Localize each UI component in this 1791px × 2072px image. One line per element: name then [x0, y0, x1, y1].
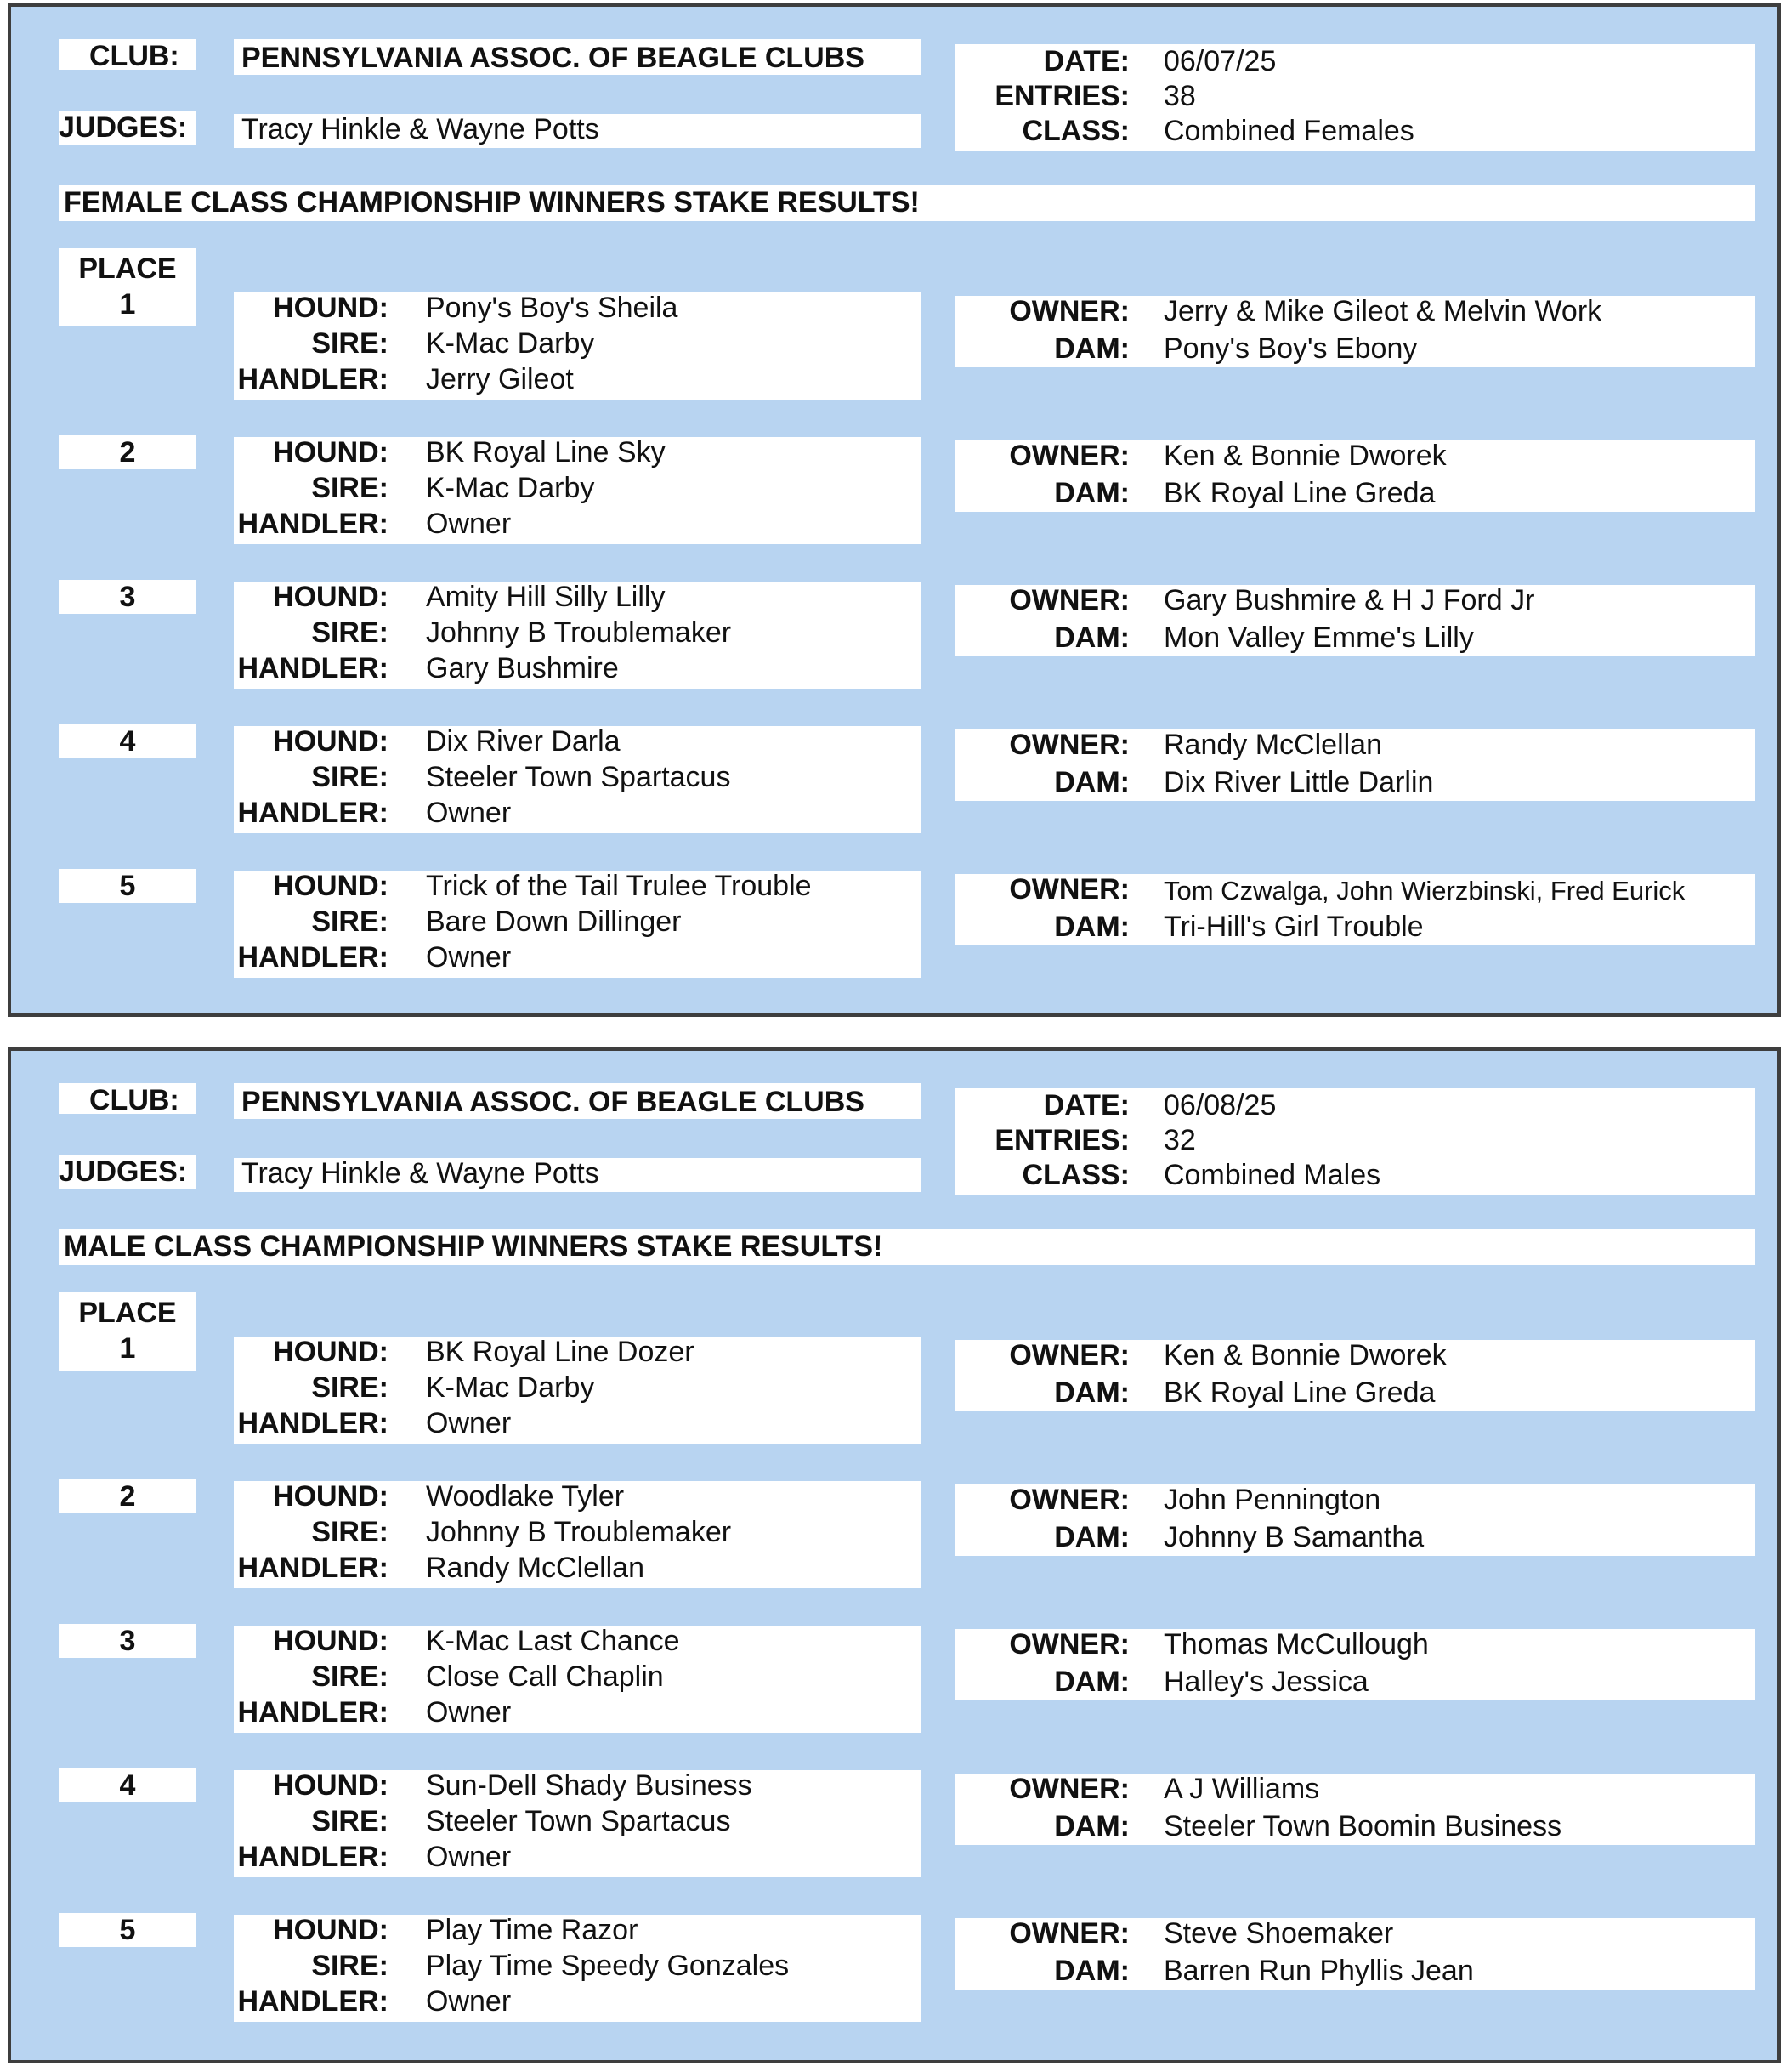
sire-label: SIRE:	[311, 1371, 388, 1404]
handler-label: HANDLER:	[237, 508, 388, 540]
place-number: 4	[119, 725, 136, 758]
handler-value: Randy McClellan	[426, 1552, 644, 1584]
sire-value: Johnny B Troublemaker	[426, 1516, 732, 1548]
sire-label: SIRE:	[311, 761, 388, 793]
handler-value: Owner	[426, 1407, 512, 1439]
dam-label: DAM:	[1054, 1810, 1130, 1842]
class-label: CLASS:	[1022, 1159, 1130, 1191]
dam-value: Mon Valley Emme's Lilly	[1164, 622, 1474, 654]
dam-value: Tri-Hill's Girl Trouble	[1164, 911, 1424, 943]
handler-value: Owner	[426, 941, 512, 974]
sire-label: SIRE:	[311, 472, 388, 504]
place-number: 4	[119, 1769, 136, 1802]
dam-value: Barren Run Phyllis Jean	[1164, 1955, 1474, 1987]
owner-value: Ken & Bonnie Dworek	[1164, 1339, 1447, 1371]
owner-value: Steve Shoemaker	[1164, 1917, 1394, 1950]
hound-label: HOUND:	[273, 1769, 388, 1802]
dam-value: Dix River Little Darlin	[1164, 766, 1434, 798]
hound-label: HOUND:	[273, 1625, 388, 1657]
sire-label: SIRE:	[311, 1660, 388, 1693]
owner-label: OWNER:	[1009, 1628, 1130, 1660]
judges-label: JUDGES:	[59, 1155, 188, 1188]
hound-value: Pony's Boy's Sheila	[426, 292, 678, 324]
place-number: 1	[119, 1332, 136, 1365]
sire-value: K-Mac Darby	[426, 327, 595, 360]
sire-value: K-Mac Darby	[426, 1371, 595, 1404]
hound-value: BK Royal Line Sky	[426, 436, 666, 468]
hound-label: HOUND:	[273, 436, 388, 468]
handler-value: Owner	[426, 1696, 512, 1729]
sire-value: Close Call Chaplin	[426, 1660, 664, 1693]
entries-label: ENTRIES:	[995, 80, 1130, 112]
dam-value: Steeler Town Boomin Business	[1164, 1810, 1562, 1842]
entries-label: ENTRIES:	[995, 1124, 1130, 1156]
handler-value: Owner	[426, 1985, 512, 2018]
class-value: Combined Males	[1164, 1159, 1381, 1191]
handler-value: Owner	[426, 797, 512, 829]
handler-label: HANDLER:	[237, 363, 388, 395]
dam-label: DAM:	[1054, 1666, 1130, 1698]
hound-value: K-Mac Last Chance	[426, 1625, 680, 1657]
class-value: Combined Females	[1164, 115, 1414, 147]
judges-value: Tracy Hinkle & Wayne Potts	[241, 1157, 599, 1189]
handler-value: Owner	[426, 1841, 512, 1873]
owner-value: Thomas McCullough	[1164, 1628, 1429, 1660]
hound-value: BK Royal Line Dozer	[426, 1336, 694, 1368]
dam-label: DAM:	[1054, 332, 1130, 365]
handler-label: HANDLER:	[237, 941, 388, 974]
sire-value: K-Mac Darby	[426, 472, 595, 504]
judges-value: Tracy Hinkle & Wayne Potts	[241, 113, 599, 145]
sire-label: SIRE:	[311, 327, 388, 360]
place-label: PLACE	[78, 1297, 177, 1329]
sire-label: SIRE:	[311, 1950, 388, 1982]
dam-value: BK Royal Line Greda	[1164, 477, 1436, 509]
owner-value: Gary Bushmire & H J Ford Jr	[1164, 584, 1535, 616]
owner-value: Jerry & Mike Gileot & Melvin Work	[1164, 295, 1602, 327]
hound-value: Trick of the Tail Trulee Trouble	[426, 870, 812, 902]
hound-label: HOUND:	[273, 1480, 388, 1513]
sire-value: Steeler Town Spartacus	[426, 1805, 731, 1837]
hound-value: Sun-Dell Shady Business	[426, 1769, 752, 1802]
handler-label: HANDLER:	[237, 1696, 388, 1729]
results-panel-males	[8, 1047, 1781, 2063]
handler-label: HANDLER:	[237, 1985, 388, 2018]
dam-label: DAM:	[1054, 622, 1130, 654]
date-label: DATE:	[1043, 45, 1130, 77]
owner-label: OWNER:	[1009, 729, 1130, 761]
owner-value: A J Williams	[1164, 1773, 1320, 1805]
dam-label: DAM:	[1054, 1955, 1130, 1987]
owner-label: OWNER:	[1009, 584, 1130, 616]
sire-value: Steeler Town Spartacus	[426, 761, 731, 793]
dam-label: DAM:	[1054, 766, 1130, 798]
place-number: 3	[119, 581, 136, 613]
owner-value: John Pennington	[1164, 1484, 1381, 1516]
entries-value: 38	[1164, 80, 1196, 112]
results-panel-females	[8, 3, 1781, 1017]
hound-value: Play Time Razor	[426, 1914, 638, 1946]
dam-label: DAM:	[1054, 477, 1130, 509]
owner-value: Randy McClellan	[1164, 729, 1382, 761]
date-value: 06/07/25	[1164, 45, 1277, 77]
class-label: CLASS:	[1022, 115, 1130, 147]
owner-label: OWNER:	[1009, 1339, 1130, 1371]
owner-label: OWNER:	[1009, 873, 1130, 905]
handler-value: Jerry Gileot	[426, 363, 574, 395]
place-number: 5	[119, 1914, 136, 1946]
hound-label: HOUND:	[273, 725, 388, 758]
place-number: 2	[119, 436, 136, 468]
place-number: 2	[119, 1480, 136, 1513]
judges-label: JUDGES:	[59, 111, 188, 144]
club-value: PENNSYLVANIA ASSOC. OF BEAGLE CLUBS	[241, 1086, 864, 1118]
dam-label: DAM:	[1054, 911, 1130, 943]
club-value: PENNSYLVANIA ASSOC. OF BEAGLE CLUBS	[241, 42, 864, 74]
hound-label: HOUND:	[273, 1914, 388, 1946]
dam-label: DAM:	[1054, 1377, 1130, 1409]
place-label: PLACE	[78, 253, 177, 285]
sire-value: Play Time Speedy Gonzales	[426, 1950, 790, 1982]
dam-label: DAM:	[1054, 1521, 1130, 1553]
sire-value: Johnny B Troublemaker	[426, 616, 732, 649]
owner-label: OWNER:	[1009, 1773, 1130, 1805]
owner-label: OWNER:	[1009, 1917, 1130, 1950]
stake-banner: FEMALE CLASS CHAMPIONSHIP WINNERS STAKE RESULTS!	[64, 186, 920, 219]
stake-banner: MALE CLASS CHAMPIONSHIP WINNERS STAKE RESULTS!	[64, 1230, 883, 1263]
hound-label: HOUND:	[273, 581, 388, 613]
handler-value: Owner	[426, 508, 512, 540]
date-value: 06/08/25	[1164, 1089, 1277, 1121]
date-label: DATE:	[1043, 1089, 1130, 1121]
hound-value: Amity Hill Silly Lilly	[426, 581, 666, 613]
place-number: 3	[119, 1625, 136, 1657]
handler-value: Gary Bushmire	[426, 652, 619, 684]
hound-label: HOUND:	[273, 292, 388, 324]
hound-value: Woodlake Tyler	[426, 1480, 625, 1513]
handler-label: HANDLER:	[237, 652, 388, 684]
sire-label: SIRE:	[311, 616, 388, 649]
club-label: CLUB:	[89, 1084, 179, 1116]
handler-label: HANDLER:	[237, 1841, 388, 1873]
hound-label: HOUND:	[273, 1336, 388, 1368]
hound-label: HOUND:	[273, 870, 388, 902]
owner-label: OWNER:	[1009, 295, 1130, 327]
dam-value: Pony's Boy's Ebony	[1164, 332, 1418, 365]
club-label: CLUB:	[89, 40, 179, 72]
owner-label: OWNER:	[1009, 440, 1130, 472]
dam-value: BK Royal Line Greda	[1164, 1377, 1436, 1409]
owner-value: Ken & Bonnie Dworek	[1164, 440, 1447, 472]
handler-label: HANDLER:	[237, 1552, 388, 1584]
hound-value: Dix River Darla	[426, 725, 621, 758]
place-number: 1	[119, 288, 136, 321]
handler-label: HANDLER:	[237, 797, 388, 829]
sire-label: SIRE:	[311, 1805, 388, 1837]
sire-label: SIRE:	[311, 905, 388, 938]
handler-label: HANDLER:	[237, 1407, 388, 1439]
owner-label: OWNER:	[1009, 1484, 1130, 1516]
owner-value: Tom Czwalga, John Wierzbinski, Fred Eurick	[1164, 876, 1686, 905]
dam-value: Halley's Jessica	[1164, 1666, 1369, 1698]
entries-value: 32	[1164, 1124, 1196, 1156]
sire-label: SIRE:	[311, 1516, 388, 1548]
dam-value: Johnny B Samantha	[1164, 1521, 1425, 1553]
place-number: 5	[119, 870, 136, 902]
sire-value: Bare Down Dillinger	[426, 905, 682, 938]
